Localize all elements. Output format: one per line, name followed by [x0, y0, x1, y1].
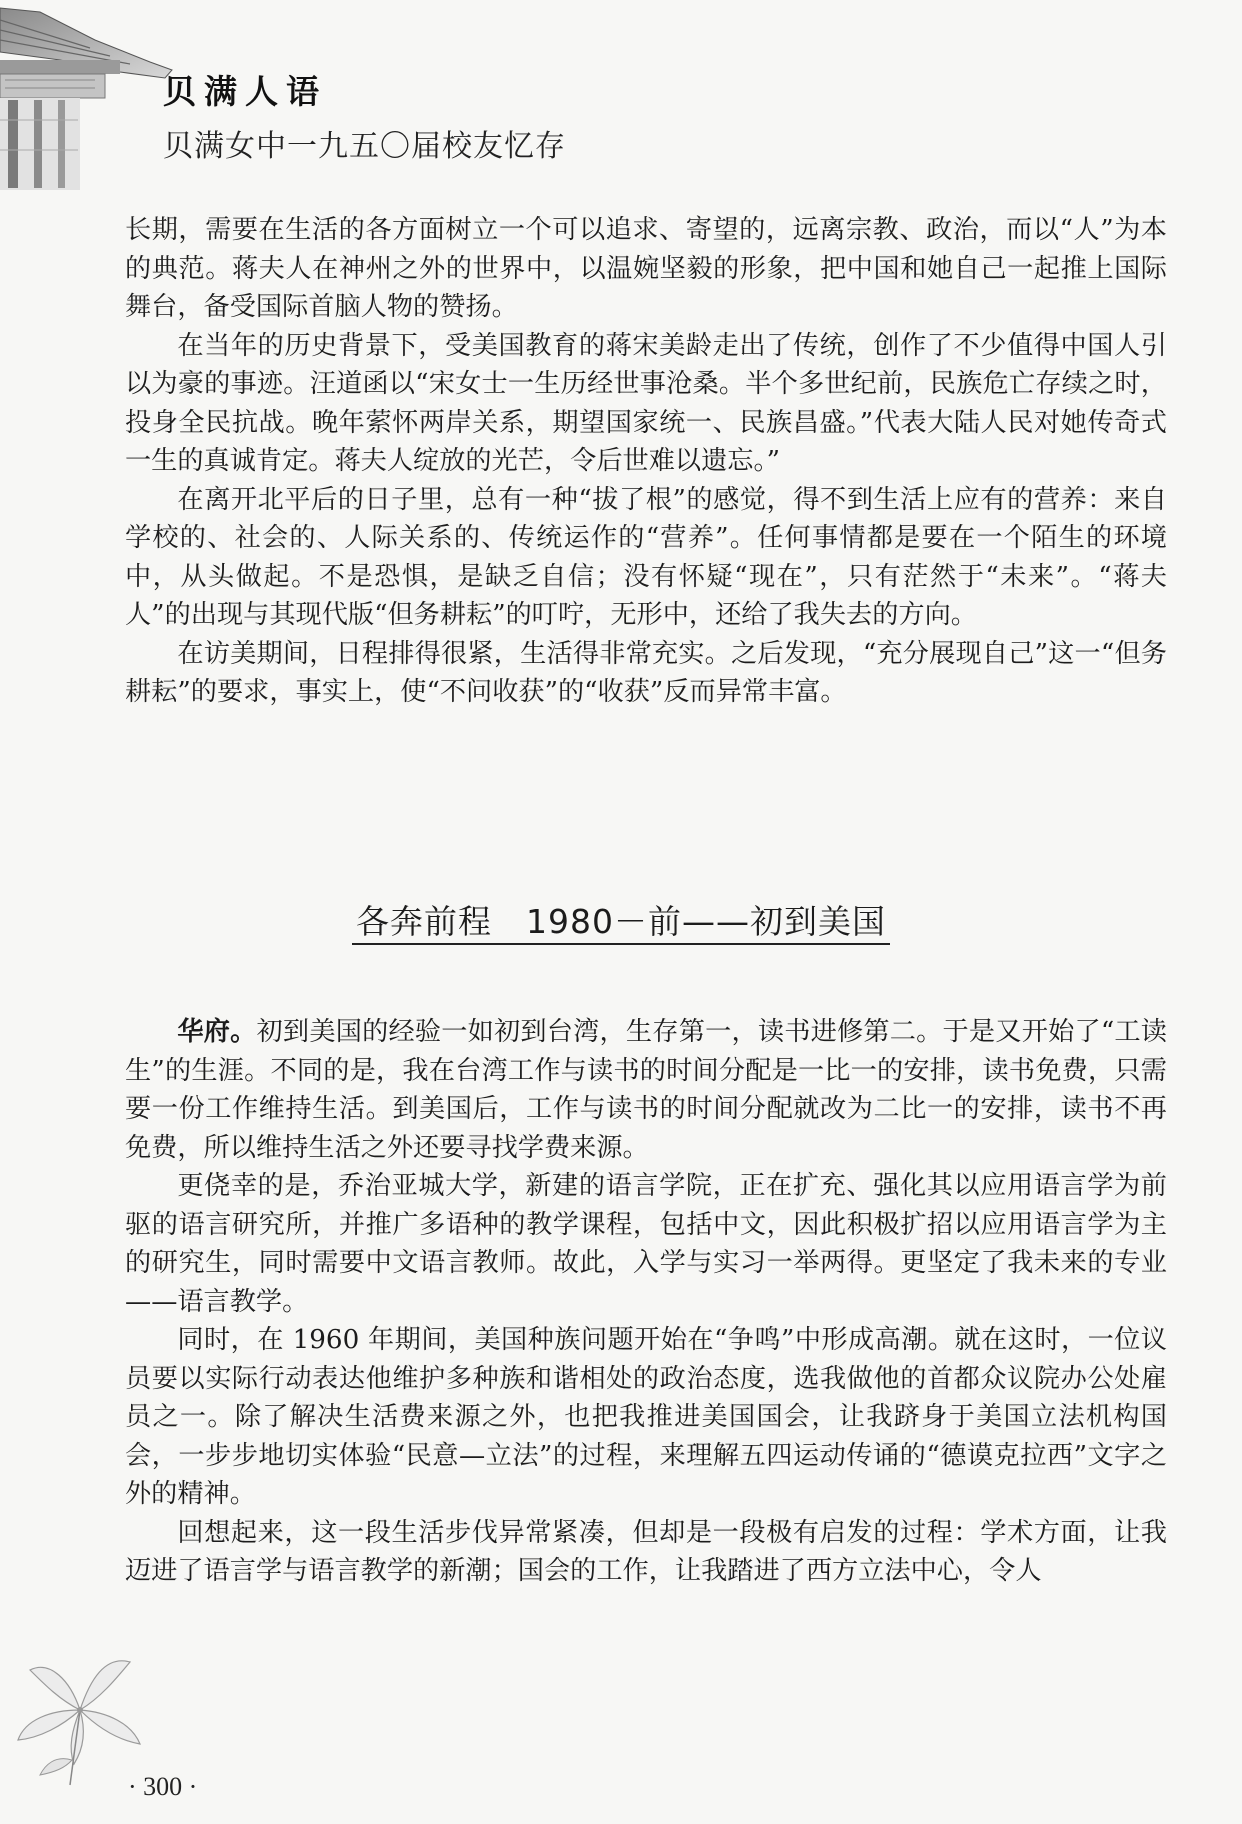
paragraph [125, 1013, 1167, 1167]
body-text-section-two [125, 1013, 1167, 1591]
lily-flower-illustration [10, 1640, 150, 1790]
body-text-section-one [125, 211, 1167, 712]
section-heading [0, 896, 1242, 943]
book-title: 贝满人语 [163, 72, 327, 111]
paragraph: 在当年的历史背景下，受美国教育的蒋宋美龄走出了传统，创作了不少值得中国人引以为豪的事迹。汪道函以“宋女士一生历经世事沧桑。半个多世纪前，民族危亡存续之时，投身全民抗战。晚年萦怀两岸关系，期望国家统一、民族昌盛。”代表大陆人民对她传奇式一生的真诚肯定。蒋夫人绽放的光芒，令后世难以遗忘。” [125, 330, 1167, 476]
page-number: · 300 · [128, 1772, 198, 1801]
lead-word: 华府。 [177, 1017, 257, 1047]
book-subtitle: 贝满女中一九五〇届校友忆存 [163, 129, 566, 164]
paragraph: 在访美期间，日程排得很紧，生活得非常充实。之后发现，“充分展现自己”这一“但务耕耘”的要求，事实上，使“不问收获”的“收获”反而异常丰富。 [125, 638, 1167, 707]
paragraph: 回想起来，这一段生活步伐异常紧凑，但却是一段极有启发的过程：学术方面，让我迈进了语言学与语言教学的新潮；国会的工作，让我踏进了西方立法中心，令人 [125, 1517, 1167, 1586]
pavilion-roof-illustration [0, 0, 175, 190]
paragraph: 在离开北平后的日子里，总有一种“拔了根”的感觉，得不到生活上应有的营养：来自学校的、社会的、人际关系的、传统运作的“营养”。任何事情都是要在一个陌生的环境中，从头做起。不是恐惧，是缺乏自信；没有怀疑“现在”，只有茫然于“未来”。“蒋夫人”的出现与其现代版“但务耕耘”的叮咛，无形中，还给了我失去的方向。 [125, 484, 1167, 630]
section-heading-text: 各奔前程 1980－前——初到美国 [352, 902, 890, 945]
paragraph: 同时，在 1960 年期间，美国种族问题开始在“争鸣”中形成高潮。就在这时，一位议员要以实际行动表达他维护多种族和谐相处的政治态度，选我做他的首都众议院办公处雇员之一。除了解决生活费来源之外，也把我推进美国国会，让我跻身于美国立法机构国会，一步步地切实体验“民意—立法”的过程，来理解五四运动传诵的“德谟克拉西”文字之外的精神。 [125, 1325, 1167, 1509]
paragraph: 长期，需要在生活的各方面树立一个可以追求、寄望的，远离宗教、政治，而以“人”为本的典范。蒋夫人在神州之外的世界中，以温婉坚毅的形象，把中国和她自己一起推上国际舞台，备受国际首脑人物的赞扬。 [125, 215, 1167, 322]
paragraph: 更侥幸的是，乔治亚城大学，新建的语言学院，正在扩充、强化其以应用语言学为前驱的语言研究所，并推广多语种的教学课程，包括中文，因此积极扩招以应用语言学为主的研究生，同时需要中文语言教师。故此，入学与实习一举两得。更坚定了我未来的专业——语言教学。 [125, 1171, 1167, 1317]
lead-paragraph-text: 初到美国的经验一如初到台湾，生存第一，读书进修第二。于是又开始了“工读生”的生涯。不同的是，我在台湾工作与读书的时间分配是一比一的安排，读书免费，只需要一份工作维持生活。到美国后，工作与读书的时间分配就改为二比一的安排，读书不再免费，所以维持生活之外还要寻找学费来源。 [125, 1017, 1167, 1163]
